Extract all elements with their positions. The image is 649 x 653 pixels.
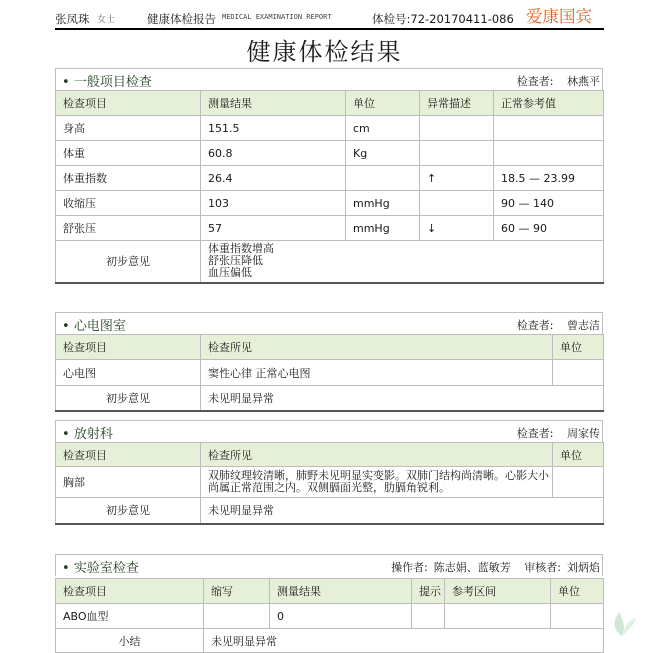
section-radiology-header (55, 420, 603, 442)
section-radiology-checker: 检查者: 周家传 (516, 427, 600, 440)
report-title-en: MEDICAL EXAMINATION REPORT (222, 13, 332, 21)
table-row (56, 467, 604, 498)
column-header: 正常参考值 (494, 91, 604, 116)
unit-cell: cm (346, 116, 420, 141)
unit-cell: Kg (346, 141, 420, 166)
table-header-row (56, 579, 604, 604)
column-header: 检查项目 (56, 91, 201, 116)
exam-number (372, 11, 514, 27)
column-header: 测量结果 (201, 91, 346, 116)
remark-label: 初步意见 (56, 386, 201, 411)
column-header: 检查项目 (56, 579, 204, 604)
section-lab-header (55, 554, 603, 576)
section-ecg-header (55, 312, 603, 334)
column-header: 异常描述 (420, 91, 494, 116)
item-cell: 体重 (56, 141, 201, 166)
table-row (56, 604, 604, 629)
unit-cell (551, 604, 604, 629)
section-general-header (55, 68, 603, 90)
table-row (56, 166, 604, 191)
flag-cell: ↑ (420, 166, 494, 191)
patient-gender: 女士 (97, 15, 116, 25)
general-table (55, 90, 604, 284)
unit-cell (346, 166, 420, 191)
summary-row (56, 629, 604, 653)
item-cell: 胸部 (56, 467, 201, 498)
ref-cell (494, 116, 604, 141)
table-row (56, 141, 604, 166)
table-header-row (56, 443, 604, 467)
remark-text: 未见明显异常 (201, 498, 604, 524)
result-cell: 0 (270, 604, 412, 629)
ref-cell: 18.5 — 23.99 (494, 166, 604, 191)
unit-cell (553, 360, 604, 386)
ref-cell (494, 141, 604, 166)
flag-cell (420, 191, 494, 216)
remark-row (56, 386, 604, 411)
column-header: 单位 (551, 579, 604, 604)
radiology-table (55, 442, 604, 525)
section-general-title: • 一般项目检查 (62, 75, 152, 90)
patient-name: 张凤珠 (55, 12, 90, 26)
item-cell: 身高 (56, 116, 201, 141)
finding-cell: 双肺纹理较清晰，肺野未见明显实变影。双肺门结构尚清晰。心影大小尚属正常范围之内。双侧膈面光整，肋膈角锐利。 (201, 467, 553, 498)
item-cell: 体重指数 (56, 166, 201, 191)
section-lab-staff (381, 559, 600, 575)
item-cell: 收缩压 (56, 191, 201, 216)
result-cell: 57 (201, 216, 346, 241)
remark-row (56, 241, 604, 283)
exam-number-label: 体检号: (372, 12, 411, 26)
remark-text: 未见明显异常 (201, 386, 604, 411)
table-row (56, 360, 604, 386)
column-header: 检查所见 (201, 443, 553, 467)
ref-cell: 90 — 140 (494, 191, 604, 216)
leaf-watermark-icon (607, 608, 637, 638)
remark-line: 血压偏低 (208, 266, 252, 280)
section-lab-title: • 实验室检查 (62, 561, 139, 576)
column-header: 测量结果 (270, 579, 412, 604)
remark-line: 舒张压降低 (208, 254, 263, 268)
ecg-table (55, 334, 604, 412)
section-ecg-checker: 检查者: 曾志洁 (516, 319, 600, 332)
result-cell: 103 (201, 191, 346, 216)
table-header-row (56, 335, 604, 360)
table-row (56, 191, 604, 216)
brand-logo: 爱康国宾 (526, 7, 592, 26)
table-row (56, 216, 604, 241)
column-header: 单位 (553, 443, 604, 467)
remark-row (56, 498, 604, 524)
hint-cell (412, 604, 445, 629)
column-header: 缩写 (204, 579, 270, 604)
page-title: 健康体检结果 (246, 38, 403, 66)
column-header: 检查所见 (201, 335, 553, 360)
unit-cell: mmHg (346, 191, 420, 216)
flag-cell: ↓ (420, 216, 494, 241)
reviewer-label: 审核者: (524, 561, 561, 574)
flag-cell (420, 116, 494, 141)
remark-text (201, 241, 604, 283)
item-cell: 心电图 (56, 360, 201, 386)
column-header: 检查项目 (56, 443, 201, 467)
finding-cell: 窦性心律 正常心电图 (201, 360, 553, 386)
column-header: 单位 (346, 91, 420, 116)
table-row (56, 116, 604, 141)
range-cell (445, 604, 551, 629)
ref-cell: 60 — 90 (494, 216, 604, 241)
remark-line: 体重指数增高 (208, 242, 274, 256)
header-divider (55, 28, 604, 30)
section-ecg-title: • 心电图室 (62, 319, 126, 334)
flag-cell (420, 141, 494, 166)
reviewer-name: 刘炳焰 (567, 561, 600, 574)
unit-cell (553, 467, 604, 498)
result-cell: 26.4 (201, 166, 346, 191)
exam-number-value: 72-20170411-086 (410, 12, 514, 26)
result-cell: 60.8 (201, 141, 346, 166)
table-header-row (56, 91, 604, 116)
column-header: 单位 (553, 335, 604, 360)
result-cell: 151.5 (201, 116, 346, 141)
unit-cell: mmHg (346, 216, 420, 241)
column-header: 提示 (412, 579, 445, 604)
item-cell: ABO血型 (56, 604, 204, 629)
summary-text: 未见明显异常 (204, 629, 604, 653)
remark-label: 初步意见 (56, 498, 201, 524)
section-general-checker: 检查者: 林燕平 (516, 75, 600, 88)
summary-label: 小结 (56, 629, 204, 653)
operator-names: 陈志娟、蓝敏芳 (433, 561, 511, 574)
operator-label: 操作者: (391, 561, 428, 574)
remark-label: 初步意见 (56, 241, 201, 283)
section-radiology-title: • 放射科 (62, 427, 113, 442)
column-header: 检查项目 (56, 335, 201, 360)
abbr-cell (204, 604, 270, 629)
item-cell: 舒张压 (56, 216, 201, 241)
report-title: 健康体检报告 (147, 12, 216, 26)
lab-table (55, 578, 604, 653)
column-header: 参考区间 (445, 579, 551, 604)
